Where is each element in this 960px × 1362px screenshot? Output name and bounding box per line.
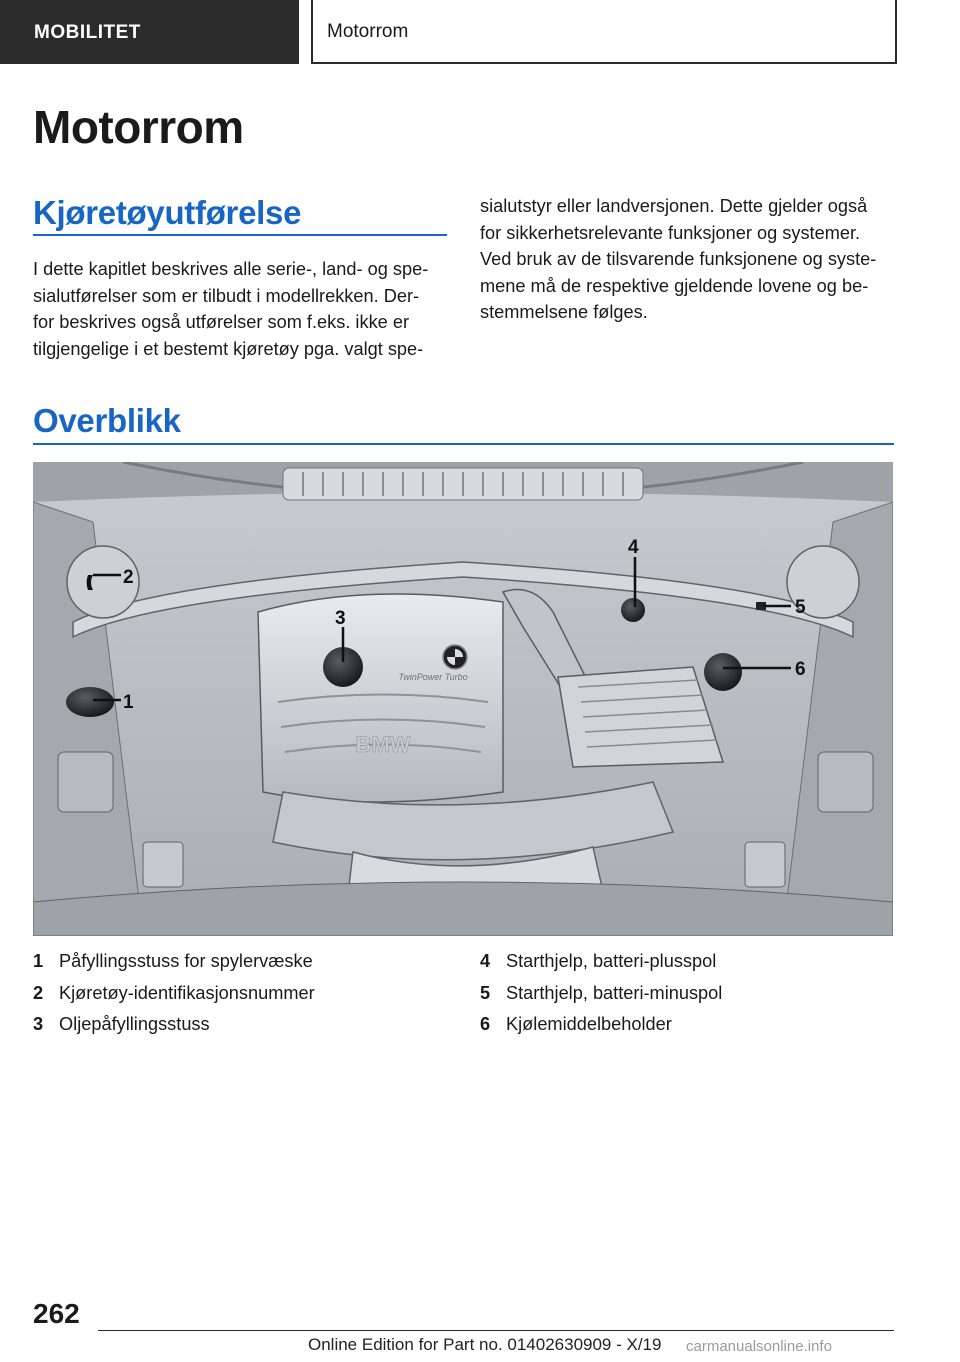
legend-list-right [480, 946, 722, 1041]
header-section-tab [0, 0, 299, 64]
design-heading: Kjøretøyutførelse [33, 194, 302, 231]
engine-turbo-mark: TwinPower Turbo [398, 672, 468, 682]
engine-bay-illustration [33, 462, 893, 936]
header-section-label: MOBILITET [34, 22, 141, 43]
callout-4: 4 [628, 537, 639, 558]
page-title: Motorrom [33, 101, 244, 153]
callout-6: 6 [795, 659, 806, 680]
overview-heading-rule [33, 443, 894, 445]
legend-item: 5 Starthjelp, batteri-minuspol [480, 982, 723, 1003]
battery-plus-terminal-icon [621, 598, 645, 622]
design-heading-rule [33, 234, 447, 236]
legend-list-left [33, 946, 315, 1041]
coolant-reservoir-cap-icon [704, 653, 742, 691]
footer-edition: Online Edition for Part no. 01402630909 - X/19 [308, 1335, 662, 1354]
engine-brand-mark: BMW [355, 732, 411, 757]
callout-2: 2 [123, 567, 134, 588]
callout-3: 3 [335, 608, 346, 629]
legend-item: 6 Kjølemiddelbeholder [480, 1014, 672, 1034]
callout-1: 1 [123, 692, 134, 713]
overview-heading: Overblikk [33, 402, 181, 439]
legend-item: 1 Påfyllingsstuss for spylervæske [33, 951, 313, 971]
design-text-col1: I dette kapitlet beskrives alle serie-, land- og spe- sialutførelser som er tilbudt i modellrekken. Der- for beskrives også utførelser som f.eks. ikke er tilgjengelige i et bestemt kjøretøy pga. valgt spe- [33, 259, 429, 359]
header-chapter-tab [311, 0, 897, 64]
design-text-col2: sialutstyr eller landversjonen. Dette gjelder også for sikkerhetsrelevante funksjoner og systemer. Ved bruk av de tilsvarende funksjonene og syste- mene må de respektive gjeldende lovene og be- stemmelsene følges. [480, 196, 877, 322]
page-number: 262 [33, 1298, 80, 1329]
legend-item: 3 Oljepåfyllingsstuss [33, 1014, 210, 1034]
legend-item: 4 Starthjelp, batteri-plusspol [480, 951, 717, 971]
legend-item: 2 Kjøretøy-identifikasjonsnummer [33, 982, 315, 1003]
watermark: carmanualsonline.info [686, 1338, 832, 1355]
callout-5: 5 [795, 597, 806, 618]
footer-rule [98, 1330, 894, 1331]
header-chapter-label: Motorrom [327, 21, 409, 42]
washer-fluid-cap-icon [66, 687, 114, 717]
